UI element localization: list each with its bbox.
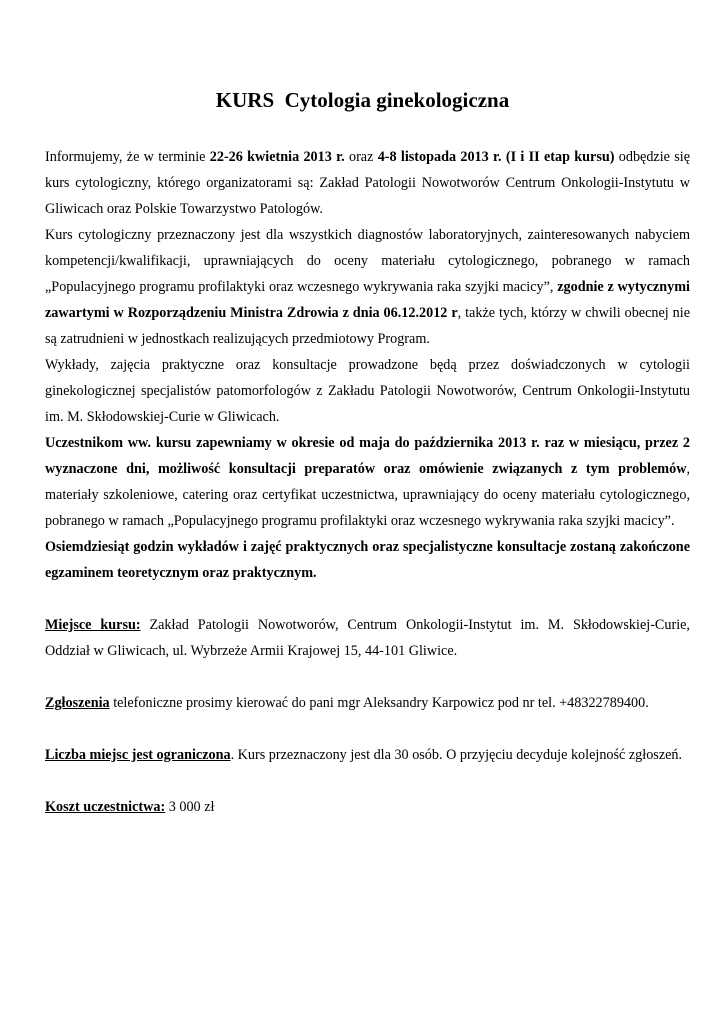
benefits-paragraph (45, 430, 690, 534)
location-paragraph (45, 612, 690, 664)
seats-text: . Kurs przeznaczony jest dla 30 osób. O przyjęciu decyduje kolejność zgłoszeń. (230, 747, 683, 763)
intro-text-3: odbędzie się kurs cytologiczny, którego organizatorami są: Zakład Patologii Nowotworów Centrum Onkologii-Instytutu w Gliwicach oraz Polskie Towarzystwo Patologów. (45, 149, 691, 217)
document-body (45, 144, 690, 820)
audience-paragraph (45, 222, 690, 352)
spacer (45, 664, 690, 690)
intro-text-1: Informujemy, że w terminie (45, 149, 210, 165)
exam-paragraph (45, 534, 690, 586)
benefits-bold: Uczestnikom ww. kursu zapewniamy w okresie od maja do października 2013 r. raz w miesiącu, przez 2 wyznaczone dni, możliwość konsultacji preparatów oraz omówienie związanych z tym problemów (45, 435, 690, 477)
location-label: Miejsce kursu: (45, 617, 141, 633)
cost-label: Koszt uczestnictwa: (45, 799, 166, 815)
benefits-text: , materiały szkoleniowe, catering oraz certyfikat uczestnictwa, uprawniający do oceny materiału cytologicznego, pobranego w ramach „Populacyjnego programu profilaktyki oraz wczesnego wykrywania raka szyjki macicy”. (45, 461, 690, 529)
registration-paragraph (45, 690, 690, 716)
registration-label: Zgłoszenia (45, 695, 110, 711)
date-second: 4-8 listopada 2013 r. (I i II etap kursu) (377, 149, 615, 165)
location-text: Zakład Patologii Nowotworów, Centrum Onkologii-Instytut im. M. Skłodowskiej-Curie, Oddział w Gliwicach, ul. Wybrzeże Armii Krajowej 15, 44-101 Gliwice. (45, 617, 690, 659)
seats-label: Liczba miejsc jest ograniczona (45, 747, 231, 763)
audience-text-2: , także tych, którzy w chwili obecnej nie są zatrudnieni w jednostkach realizujących przedmiotowy Program. (45, 305, 690, 347)
seats-paragraph (45, 742, 690, 768)
regulation-reference: zgodnie z wytycznymi zawartymi w Rozporządzeniu Ministra Zdrowia z dnia 06.12.2012 r (45, 279, 690, 321)
page-title: KURS Cytologia ginekologiczna (215, 88, 510, 112)
cost-paragraph (45, 794, 690, 820)
lecturers-paragraph: Wykłady, zajęcia praktyczne oraz konsultacje prowadzone będą przez doświadczonych w cytologii ginekologicznej specjalistów patomorfologów z Zakładu Patologii Nowotworów, Centrum Onkologii-Instytutu im. M. Skłodowskiej-Curie w Gliwicach. (45, 357, 690, 425)
spacer (45, 768, 690, 794)
intro-text-2: oraz (344, 149, 378, 165)
spacer (45, 586, 690, 612)
intro-paragraph (45, 144, 690, 222)
spacer (45, 716, 690, 742)
registration-text: telefoniczne prosimy kierować do pani mgr Aleksandry Karpowicz pod nr tel. +48322789400. (109, 695, 649, 711)
exam-text: Osiemdziesiąt godzin wykładów i zajęć praktycznych oraz specjalistyczne konsultacje zostaną zakończone egzaminem teoretycznym oraz praktycznym. (45, 539, 690, 581)
audience-text-1: Kurs cytologiczny przeznaczony jest dla wszystkich diagnostów laboratoryjnych, zainteresowanych nabyciem kompetencji/kwalifikacji, uprawniających do oceny materiału cytologicznego, pobranego w ramach „Populacyjnego programu profilaktyki oraz wczesnego wykrywania raka szyjki macicy”, (45, 227, 690, 295)
date-first: 22-26 kwietnia 2013 r. (209, 149, 345, 165)
cost-text: 3 000 zł (165, 799, 215, 815)
